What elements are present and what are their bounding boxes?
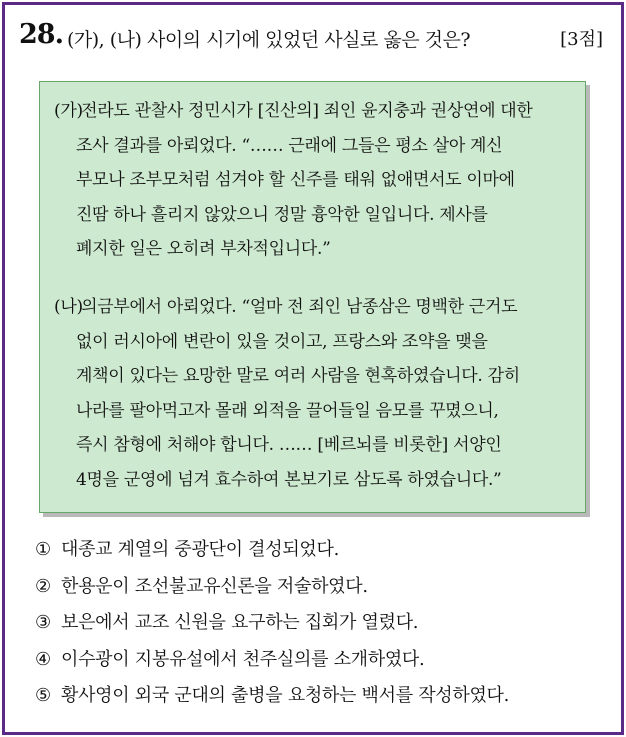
passage-a-line: 진땀 하나 흘리지 않았으니 정말 흉악한 일입니다. 제사를 bbox=[76, 204, 488, 225]
option-text: 한용운이 조선불교유신론을 저술하였다. bbox=[61, 575, 368, 597]
passage-b-line: 나라를 팔아먹고자 몰래 외적을 끌어들일 음모를 꾸몄으니, bbox=[76, 400, 499, 421]
option-number: ⑤ bbox=[35, 685, 51, 706]
passage-a-line: 조사 결과를 아뢰었다. “…… 근래에 그들은 평소 살아 계신 bbox=[76, 135, 503, 156]
passage-b-marker: (나) bbox=[54, 297, 83, 317]
passage-b-line bbox=[54, 290, 571, 325]
answer-option-4[interactable] bbox=[35, 645, 611, 682]
source-passage-box bbox=[39, 81, 586, 513]
option-text: 대종교 계열의 중광단이 결성되었다. bbox=[61, 539, 340, 560]
option-text: 보은에서 교조 신원을 요구하는 집회가 열렸다. bbox=[61, 612, 419, 633]
question-frame bbox=[2, 2, 624, 735]
question-number: 28. bbox=[19, 19, 63, 50]
answer-option-3[interactable] bbox=[35, 608, 611, 645]
passage-a bbox=[54, 94, 571, 267]
passage-a-line: 폐지한 일은 오히려 부차적입니다.” bbox=[76, 239, 331, 259]
passage-b-line: 없이 러시아에 변란이 있을 것이고, 프랑스와 조약을 맺을 bbox=[76, 331, 488, 352]
passage-b-text: 의금부에서 아뢰었다. “얼마 전 죄인 남종삼은 명백한 근거도 bbox=[81, 297, 518, 317]
option-text: 이수광이 지봉유설에서 천주실의를 소개하였다. bbox=[61, 648, 425, 670]
answer-option-2[interactable] bbox=[35, 572, 611, 609]
question-header bbox=[19, 21, 607, 53]
option-number: ① bbox=[35, 539, 51, 560]
passage-b-line: 즉시 참형에 처해야 합니다. …… [베르뇌를 비롯한] 서양인 bbox=[76, 435, 502, 455]
answer-options bbox=[35, 535, 611, 718]
answer-option-5[interactable] bbox=[35, 681, 611, 718]
question-points: [3점] bbox=[560, 29, 603, 50]
option-text: 황사영이 외국 군대의 출병을 요청하는 백서를 작성하였다. bbox=[61, 685, 510, 706]
passage-a-text: 전라도 관찰사 정민시가 [진산의] 죄인 윤지충과 권상연에 대한 bbox=[81, 101, 533, 121]
passage-a-marker: (가) bbox=[54, 101, 83, 121]
answer-option-1[interactable] bbox=[35, 535, 611, 572]
option-number: ③ bbox=[35, 612, 51, 633]
option-number: ② bbox=[35, 575, 51, 597]
question-prompt: (가), (나) 사이의 시기에 있었던 사실로 옳은 것은? bbox=[67, 29, 471, 51]
option-number: ④ bbox=[35, 648, 51, 670]
passage-a-line: 부모나 조부모처럼 섬겨야 할 신주를 태워 없애면서도 이마에 bbox=[76, 170, 515, 190]
passage-a-line bbox=[54, 94, 571, 129]
passage-b bbox=[54, 290, 571, 497]
passage-b-line: 4명을 군영에 넘겨 효수하여 본보기로 삼도록 하였습니다.” bbox=[76, 469, 502, 490]
passage-b-line: 계책이 있다는 요망한 말로 여러 사람을 현혹하였습니다. 감히 bbox=[76, 366, 520, 386]
